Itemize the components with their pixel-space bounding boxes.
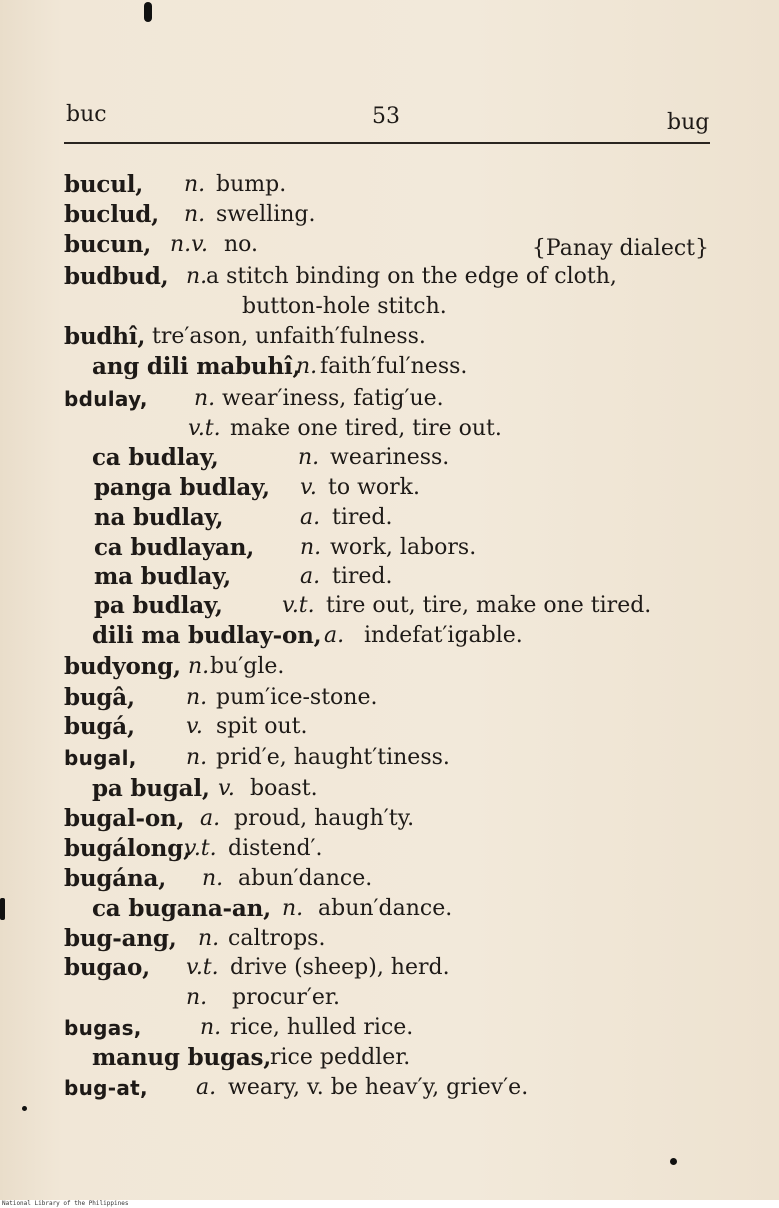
- definition: rice, hulled rice.: [230, 1015, 414, 1040]
- definition: bump.: [216, 172, 287, 197]
- part-of-speech: v.t.: [184, 836, 217, 861]
- part-of-speech: n.: [300, 535, 322, 560]
- entry-continuation: [242, 292, 447, 322]
- headword: na budlay,: [94, 504, 224, 531]
- definition: procur′er.: [232, 985, 340, 1010]
- definition: faith′ful′ness.: [320, 354, 468, 379]
- part-of-speech: n.: [298, 445, 320, 470]
- headword: bugá,: [64, 713, 135, 740]
- headword: ang dili mabuhî,: [92, 353, 301, 380]
- definition: no.: [224, 232, 259, 257]
- headword: bugálong,: [64, 835, 191, 862]
- headword: bucul,: [64, 171, 144, 198]
- part-of-speech: a.: [196, 1075, 217, 1100]
- ink-blot: [0, 898, 5, 920]
- headword: budyong,: [64, 653, 181, 680]
- part-of-speech: n.: [186, 985, 208, 1010]
- headword: ca bugana-an,: [92, 895, 271, 922]
- dialect-note: {Panay dialect}: [531, 236, 709, 261]
- headword: ca budlayan,: [94, 534, 255, 561]
- definition: distend′.: [228, 836, 323, 861]
- definition: work, labors.: [330, 535, 477, 560]
- definition: prid′e, haught′tiness.: [216, 745, 450, 770]
- headword: bdulay,: [64, 387, 148, 411]
- library-credit: National Library of the Philippines: [2, 1200, 129, 1207]
- definition: swelling.: [216, 202, 316, 227]
- ink-spot: [670, 1158, 677, 1165]
- headword: ma budlay,: [94, 563, 231, 590]
- part-of-speech: n.: [188, 654, 210, 679]
- headword: bugâ,: [64, 684, 135, 711]
- headword: buclud,: [64, 201, 159, 228]
- headword: panga budlay,: [94, 474, 270, 501]
- part-of-speech: n.: [184, 172, 206, 197]
- part-of-speech: a.: [300, 564, 321, 589]
- running-head-left: buc: [66, 102, 107, 127]
- part-of-speech: n.: [200, 1015, 222, 1040]
- definition: weary, v. be heav′y, griev′e.: [228, 1075, 529, 1100]
- part-of-speech: n.: [186, 745, 208, 770]
- definition: a stitch binding on the edge of cloth,: [206, 264, 617, 289]
- part-of-speech: v.t.: [188, 416, 221, 441]
- definition: tre′ason, unfaith′fulness.: [152, 324, 426, 349]
- part-of-speech: n.: [184, 202, 206, 227]
- part-of-speech: v.: [218, 776, 235, 801]
- headword: pa bugal,: [92, 775, 210, 802]
- definition: button-hole stitch.: [242, 294, 447, 319]
- part-of-speech: a.: [300, 505, 321, 530]
- headword: manug bugas,: [92, 1044, 272, 1071]
- part-of-speech: v.t.: [186, 955, 219, 980]
- part-of-speech: n.: [194, 386, 216, 411]
- definition: wear′iness, fatig′ue.: [222, 386, 444, 411]
- headword: bug-at,: [64, 1076, 148, 1100]
- part-of-speech: n.v.: [170, 232, 208, 257]
- definition: tired.: [332, 564, 393, 589]
- definition: bu′gle.: [210, 654, 285, 679]
- part-of-speech: n.: [282, 896, 304, 921]
- definition: drive (sheep), herd.: [230, 955, 450, 980]
- definition: tired.: [332, 505, 393, 530]
- header-rule: [64, 142, 710, 144]
- headword: bucun,: [64, 231, 152, 258]
- page-number: 53: [372, 104, 400, 129]
- definition: proud, haugh′ty.: [234, 806, 415, 831]
- part-of-speech: n.: [202, 866, 224, 891]
- definition: spit out.: [216, 714, 308, 739]
- definition: caltrops.: [228, 926, 326, 951]
- part-of-speech: n.: [296, 354, 318, 379]
- part-of-speech: a.: [324, 623, 345, 648]
- part-of-speech: a.: [200, 806, 221, 831]
- headword: budbud,: [64, 263, 169, 290]
- definition: boast.: [250, 776, 318, 801]
- definition: tire out, tire, make one tired.: [326, 593, 652, 618]
- definition: pum′ice-stone.: [216, 685, 378, 710]
- part-of-speech: n.: [198, 926, 220, 951]
- headword: bugao,: [64, 954, 150, 981]
- headword: bugas,: [64, 1016, 142, 1040]
- running-head-right: bug: [667, 110, 710, 135]
- headword: ca budlay,: [92, 444, 219, 471]
- ink-blot: [144, 2, 152, 22]
- definition: make one tired, tire out.: [230, 416, 502, 441]
- part-of-speech: n.: [186, 264, 208, 289]
- headword: bug-ang,: [64, 925, 177, 952]
- headword: bugal-on,: [64, 805, 185, 832]
- definition: weariness.: [330, 445, 450, 470]
- part-of-speech: v.t.: [282, 593, 315, 618]
- headword: bugána,: [64, 865, 167, 892]
- part-of-speech: n.: [186, 685, 208, 710]
- definition: to work.: [328, 475, 420, 500]
- definition: abun′dance.: [318, 896, 453, 921]
- part-of-speech: v.: [186, 714, 203, 739]
- part-of-speech: v.: [300, 475, 317, 500]
- entry-line: [64, 230, 709, 260]
- headword: bugal,: [64, 746, 137, 770]
- ink-spot: [22, 1106, 27, 1111]
- headword: dili ma budlay-on,: [92, 622, 322, 649]
- definition: indefat′igable.: [364, 623, 523, 648]
- headword: pa budlay,: [94, 592, 223, 619]
- headword: budhî,: [64, 323, 146, 350]
- definition: rice peddler.: [270, 1045, 411, 1070]
- definition: abun′dance.: [238, 866, 373, 891]
